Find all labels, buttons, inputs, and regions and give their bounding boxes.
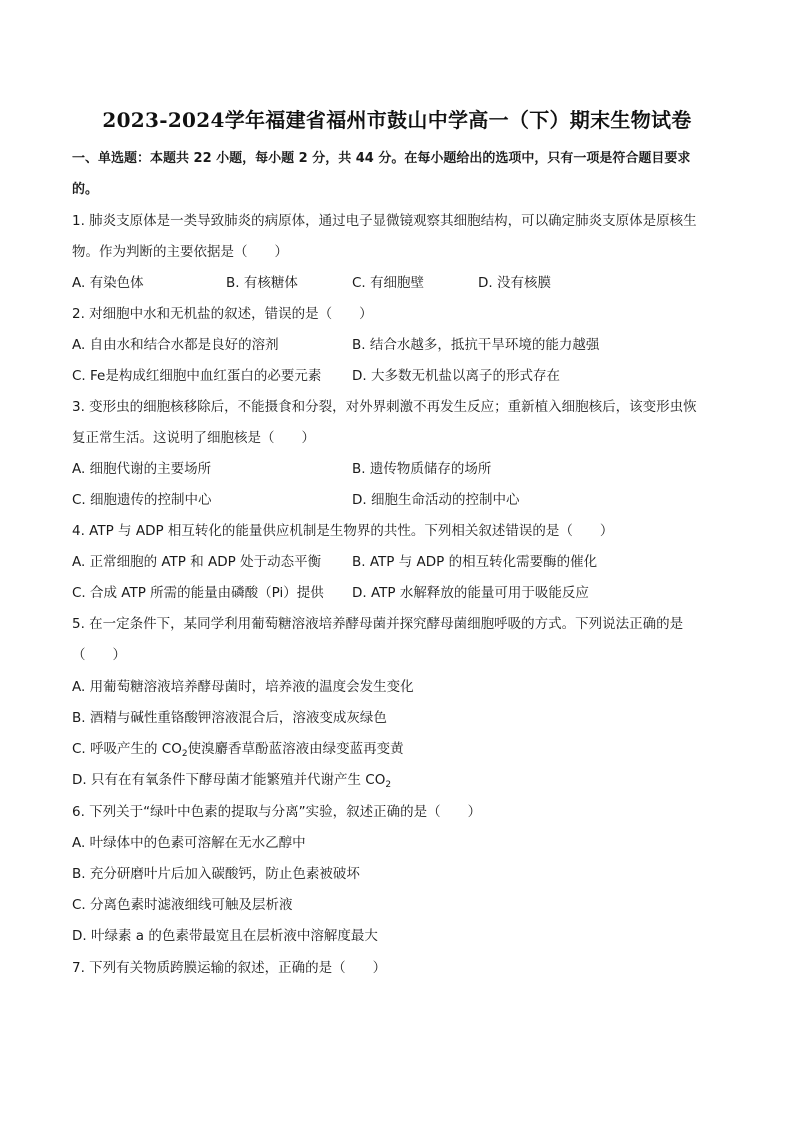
- question-5-option-d-prefix: D. 只有在有氧条件下酵母菌才能繁殖并代谢产生 CO: [72, 772, 386, 788]
- question-2-option-d: D. 大多数无机盐以离子的形式存在: [352, 368, 560, 384]
- question-3-stem-line2: 复正常生活。这说明了细胞核是（ ）: [72, 430, 315, 446]
- question-2-option-b: B. 结合水越多，抵抗干旱环境的能力越强: [352, 337, 600, 353]
- question-4-option-a: A. 正常细胞的 ATP 和 ADP 处于动态平衡: [72, 554, 322, 570]
- question-3-option-d: D. 细胞生命活动的控制中心: [352, 492, 520, 508]
- co2-subscript: 2: [385, 780, 392, 790]
- question-2-stem: 2. 对细胞中水和无机盐的叙述，错误的是（ ）: [72, 306, 373, 322]
- question-1-option-a: A. 有染色体: [72, 275, 144, 291]
- question-5-stem-line1: 5. 在一定条件下，某同学利用葡萄糖溶液培养酵母菌并探究酵母菌细胞呼吸的方式。下列说法正确的是: [72, 616, 684, 632]
- question-6-option-d: D. 叶绿素 a 的色素带最宽且在层析液中溶解度最大: [72, 928, 378, 944]
- question-3-stem-line1: 3. 变形虫的细胞核移除后，不能摄食和分裂，对外界刺激不再发生反应；重新植入细胞核后，该变形虫恢: [72, 399, 697, 415]
- question-6-option-c: C. 分离色素时滤液细线可触及层析液: [72, 897, 293, 913]
- question-4-option-d: D. ATP 水解释放的能量可用于吸能反应: [352, 585, 589, 601]
- section-header-line1: 一、单选题：本题共 22 小题，每小题 2 分，共 44 分。在每小题给出的选项中，只有一项是符合题目要求: [72, 151, 691, 166]
- question-5-option-c-prefix: C. 呼吸产生的 CO: [72, 741, 182, 757]
- question-4-stem: 4. ATP 与 ADP 相互转化的能量供应机制是生物界的共性。下列相关叙述错误的是（ ）: [72, 523, 614, 539]
- question-5-option-c-suffix: 使溴麝香草酚蓝溶液由绿变蓝再变黄: [187, 741, 404, 757]
- question-1-option-d: D. 没有核膜: [478, 275, 551, 291]
- question-3-option-c: C. 细胞遗传的控制中心: [72, 492, 212, 508]
- question-2-option-a: A. 自由水和结合水都是良好的溶剂: [72, 337, 279, 353]
- section-header-line2: 的。: [72, 182, 99, 197]
- question-5-option-a: A. 用葡萄糖溶液培养酵母菌时，培养液的温度会发生变化: [72, 679, 414, 695]
- question-4-option-b: B. ATP 与 ADP 的相互转化需要酶的催化: [352, 554, 598, 570]
- question-6-stem: 6. 下列关于“绿叶中色素的提取与分离”实验，叙述正确的是（ ）: [72, 804, 482, 820]
- question-1-option-b: B. 有核糖体: [226, 275, 298, 291]
- question-6-option-b: B. 充分研磨叶片后加入碳酸钙，防止色素被破坏: [72, 866, 360, 882]
- question-3-option-b: B. 遗传物质储存的场所: [352, 461, 492, 477]
- question-5-option-c: [72, 737, 404, 759]
- page-title: 2023-2024学年福建省福州市鼓山中学高一（下）期末生物试卷: [102, 108, 692, 132]
- question-5-option-d: [72, 768, 391, 790]
- question-1-stem-line2: 物。作为判断的主要依据是（ ）: [72, 244, 288, 260]
- question-1-stem-line1: 1. 肺炎支原体是一类导致肺炎的病原体，通过电子显微镜观察其细胞结构，可以确定肺炎支原体是原核生: [72, 213, 697, 229]
- question-4-option-c: C. 合成 ATP 所需的能量由磷酸（Pi）提供: [72, 585, 324, 601]
- question-2-option-c: C. Fe是构成红细胞中血红蛋白的必要元素: [72, 368, 322, 384]
- question-1-option-c: C. 有细胞壁: [352, 275, 425, 291]
- question-5-option-b: B. 酒精与碱性重铬酸钾溶液混合后，溶液变成灰绿色: [72, 710, 387, 726]
- co2-subscript: 2: [181, 749, 188, 759]
- question-5-stem-line2: （ ）: [72, 647, 126, 663]
- question-6-option-a: A. 叶绿体中的色素可溶解在无水乙醇中: [72, 835, 306, 851]
- question-7-stem: 7. 下列有关物质跨膜运输的叙述，正确的是（ ）: [72, 960, 387, 976]
- question-3-option-a: A. 细胞代谢的主要场所: [72, 461, 212, 477]
